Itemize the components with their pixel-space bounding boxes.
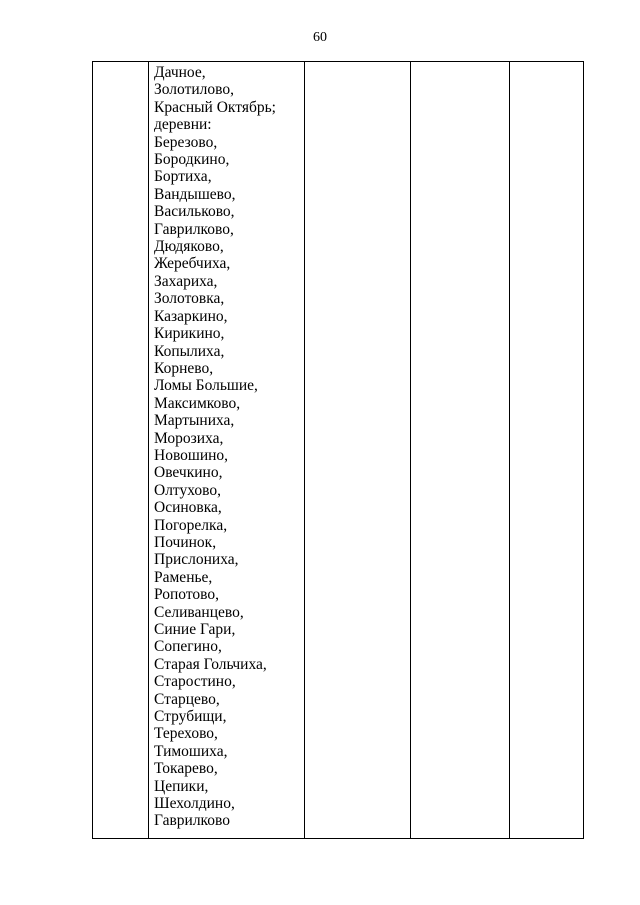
table-cell-empty-4 <box>411 62 510 839</box>
list-item: Струбищи, <box>154 708 227 726</box>
list-item: Старцево, <box>154 690 220 708</box>
list-item: Захариха, <box>154 272 218 290</box>
list-item: Красный Октябрь; <box>154 98 276 116</box>
list-item: деревни: <box>154 116 212 134</box>
list-item: Морозиха, <box>154 429 224 447</box>
list-item: Золотовка, <box>154 290 225 308</box>
list-item: Раменье, <box>154 568 213 586</box>
table-cell-number <box>93 62 149 839</box>
table-cell-empty-3 <box>305 62 411 839</box>
table-cell-empty-5 <box>510 62 584 839</box>
list-item: Ропотово, <box>154 586 219 604</box>
list-item: Кирикино, <box>154 325 225 343</box>
list-item: Токарево, <box>154 760 218 778</box>
list-item: Шехолдино, <box>154 795 235 813</box>
list-item: Сопегино, <box>154 638 222 656</box>
list-item: Терехово, <box>154 725 218 743</box>
list-item: Бородкино, <box>154 151 230 169</box>
list-item: Максимково, <box>154 394 241 412</box>
list-item: Овечкино, <box>154 464 223 482</box>
page-number: 60 <box>313 30 327 45</box>
list-item: Бортиха, <box>154 168 212 186</box>
list-item: Копылиха, <box>154 342 225 360</box>
list-item: Старая Гольчиха, <box>154 655 267 673</box>
list-item: Жеребчиха, <box>154 255 231 273</box>
list-item: Новошино, <box>154 446 229 464</box>
list-item: Дачное, <box>154 64 206 81</box>
list-item: Старостино, <box>154 673 236 691</box>
locality-list <box>149 62 304 830</box>
document-table <box>92 61 584 839</box>
list-item: Дюдяково, <box>154 238 224 256</box>
list-item: Вандышево, <box>154 185 236 203</box>
list-item: Мартыниха, <box>154 412 235 430</box>
list-item: Олтухово, <box>154 481 221 499</box>
list-item: Починок, <box>154 533 217 551</box>
list-item: Гаврилково, <box>154 220 234 238</box>
list-item: Прислониха, <box>154 551 239 569</box>
list-item: Ломы Большие, <box>154 377 258 395</box>
table-row <box>93 62 584 839</box>
list-item: Березово, <box>154 133 218 151</box>
list-item: Гаврилково <box>154 812 231 830</box>
table-cell-localities <box>149 62 305 839</box>
list-item: Золотилово, <box>154 81 234 99</box>
list-item: Синие Гари, <box>154 621 236 638</box>
list-item: Казаркино, <box>154 307 228 325</box>
list-item: Осиновка, <box>154 499 222 517</box>
list-item: Корнево, <box>154 359 214 377</box>
list-item: Васильково, <box>154 203 235 221</box>
list-item: Тимошиха, <box>154 742 228 760</box>
list-item: Погорелка, <box>154 516 228 534</box>
list-item: Селиванцево, <box>154 603 244 621</box>
list-item: Цепики, <box>154 777 209 795</box>
